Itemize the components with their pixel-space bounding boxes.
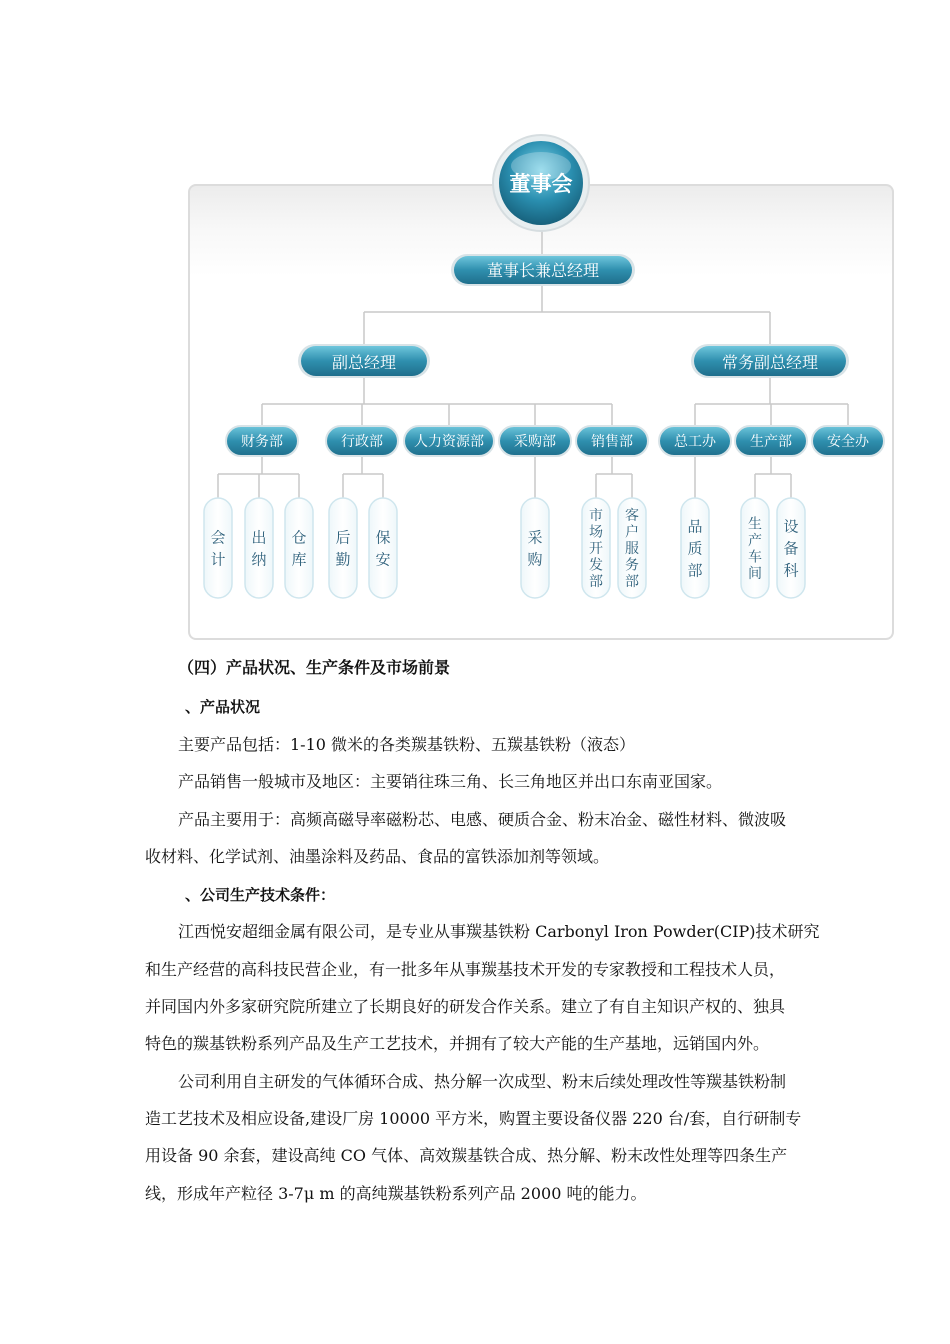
org-department-node bbox=[499, 426, 571, 456]
subsection-product-status: 、产品状况 bbox=[185, 698, 261, 716]
org-department-label: 总工办 bbox=[674, 434, 716, 450]
org-executive-vp-node bbox=[691, 344, 849, 378]
org-vp-node bbox=[298, 344, 430, 378]
org-chart bbox=[0, 0, 950, 660]
org-sub-unit-label: 后勤 bbox=[335, 528, 351, 569]
paragraph-company-line2: 和生产经营的高科技民营企业，有一批多年从事羰基技术开发的专家教授和工程技术人员， bbox=[145, 960, 786, 979]
paragraph-applications-line2: 收材料、化学试剂、油墨涂料及药品、食品的富铁添加剂等领域。 bbox=[145, 847, 610, 866]
org-chairman-node bbox=[451, 254, 635, 286]
org-sub-unit-label: 会计 bbox=[210, 528, 226, 569]
org-department-node bbox=[576, 426, 648, 456]
paragraph-sales-regions: 产品销售一般城市及地区：主要销往珠三角、长三角地区并出口东南亚国家。 bbox=[178, 772, 723, 791]
org-sub-unit-label: 采购 bbox=[527, 528, 543, 569]
org-department-node bbox=[659, 426, 731, 456]
paragraph-company-line4: 特色的羰基铁粉系列产品及生产工艺技术，并拥有了较大产能的生产基地，远销国内外。 bbox=[145, 1034, 770, 1053]
paragraph-applications-line1: 产品主要用于：高频高磁导率磁粉芯、电感、硬质合金、粉末冶金、磁性材料、微波吸 bbox=[178, 810, 787, 829]
org-board-label: 董事会 bbox=[509, 172, 573, 196]
paragraph-facilities-line3: 用设备 90 余套，建设高纯 CO 气体、高效羰基铁合成、热分解、粉末改性处理等四条生产 bbox=[145, 1146, 788, 1165]
org-department-label: 生产部 bbox=[750, 434, 792, 450]
org-executive-vp-label: 常务副总经理 bbox=[721, 353, 819, 372]
org-department-label: 人力资源部 bbox=[414, 434, 484, 450]
org-sub-unit-label: 客户服务部 bbox=[625, 508, 639, 591]
org-department-node bbox=[812, 426, 884, 456]
paragraph-main-products: 主要产品包括：1-10 微米的各类羰基铁粉、五羰基铁粉（液态） bbox=[178, 735, 636, 754]
org-sub-unit-label: 品质部 bbox=[687, 517, 703, 580]
org-department-label: 财务部 bbox=[241, 434, 283, 450]
paragraph-facilities-line1: 公司利用自主研发的气体循环合成、热分解一次成型、粉末后续处理改性等羰基铁粉制 bbox=[178, 1072, 787, 1091]
org-sub-unit-label: 生产车间 bbox=[748, 516, 762, 582]
org-department-node bbox=[226, 426, 298, 456]
subsection-production-conditions: 、公司生产技术条件： bbox=[185, 886, 336, 904]
org-departments bbox=[226, 426, 884, 456]
org-department-label: 采购部 bbox=[514, 434, 556, 450]
org-chairman-label: 董事长兼总经理 bbox=[486, 261, 600, 280]
org-sub-unit-label: 市场开发部 bbox=[589, 508, 603, 591]
org-vp-label: 副总经理 bbox=[331, 353, 397, 372]
paragraph-facilities-line4: 线，形成年产粒径 3-7μ m 的高纯羰基铁粉系列产品 2000 吨的能力。 bbox=[145, 1184, 647, 1203]
org-board-node bbox=[493, 135, 589, 231]
org-department-label: 销售部 bbox=[591, 434, 633, 450]
org-department-node bbox=[735, 426, 807, 456]
org-sub-unit-label: 设备科 bbox=[783, 517, 799, 580]
org-sub-unit-label: 出纳 bbox=[251, 528, 267, 569]
paragraph-company-line1: 江西悦安超细金属有限公司，是专业从事羰基铁粉 Carbonyl Iron Powder(CIP)技术研究 bbox=[178, 922, 820, 941]
paragraph-company-line3: 并同国内外多家研究院所建立了长期良好的研发合作关系。建立了有自主知识产权的、独具 bbox=[145, 997, 786, 1016]
paragraph-facilities-line2: 造工艺技术及相应设备,建设厂房 10000 平方米，购置主要设备仪器 220 台/套，自行研制专 bbox=[145, 1109, 802, 1128]
org-sub-units bbox=[204, 498, 805, 598]
org-sub-unit-label: 保安 bbox=[375, 528, 391, 569]
org-department-label: 行政部 bbox=[341, 434, 383, 450]
section-title: （四）产品状况、生产条件及市场前景 bbox=[178, 658, 451, 677]
org-department-node bbox=[404, 426, 494, 456]
org-department-node bbox=[326, 426, 398, 456]
org-department-label: 安全办 bbox=[827, 434, 869, 450]
org-sub-unit-label: 仓库 bbox=[291, 528, 307, 569]
